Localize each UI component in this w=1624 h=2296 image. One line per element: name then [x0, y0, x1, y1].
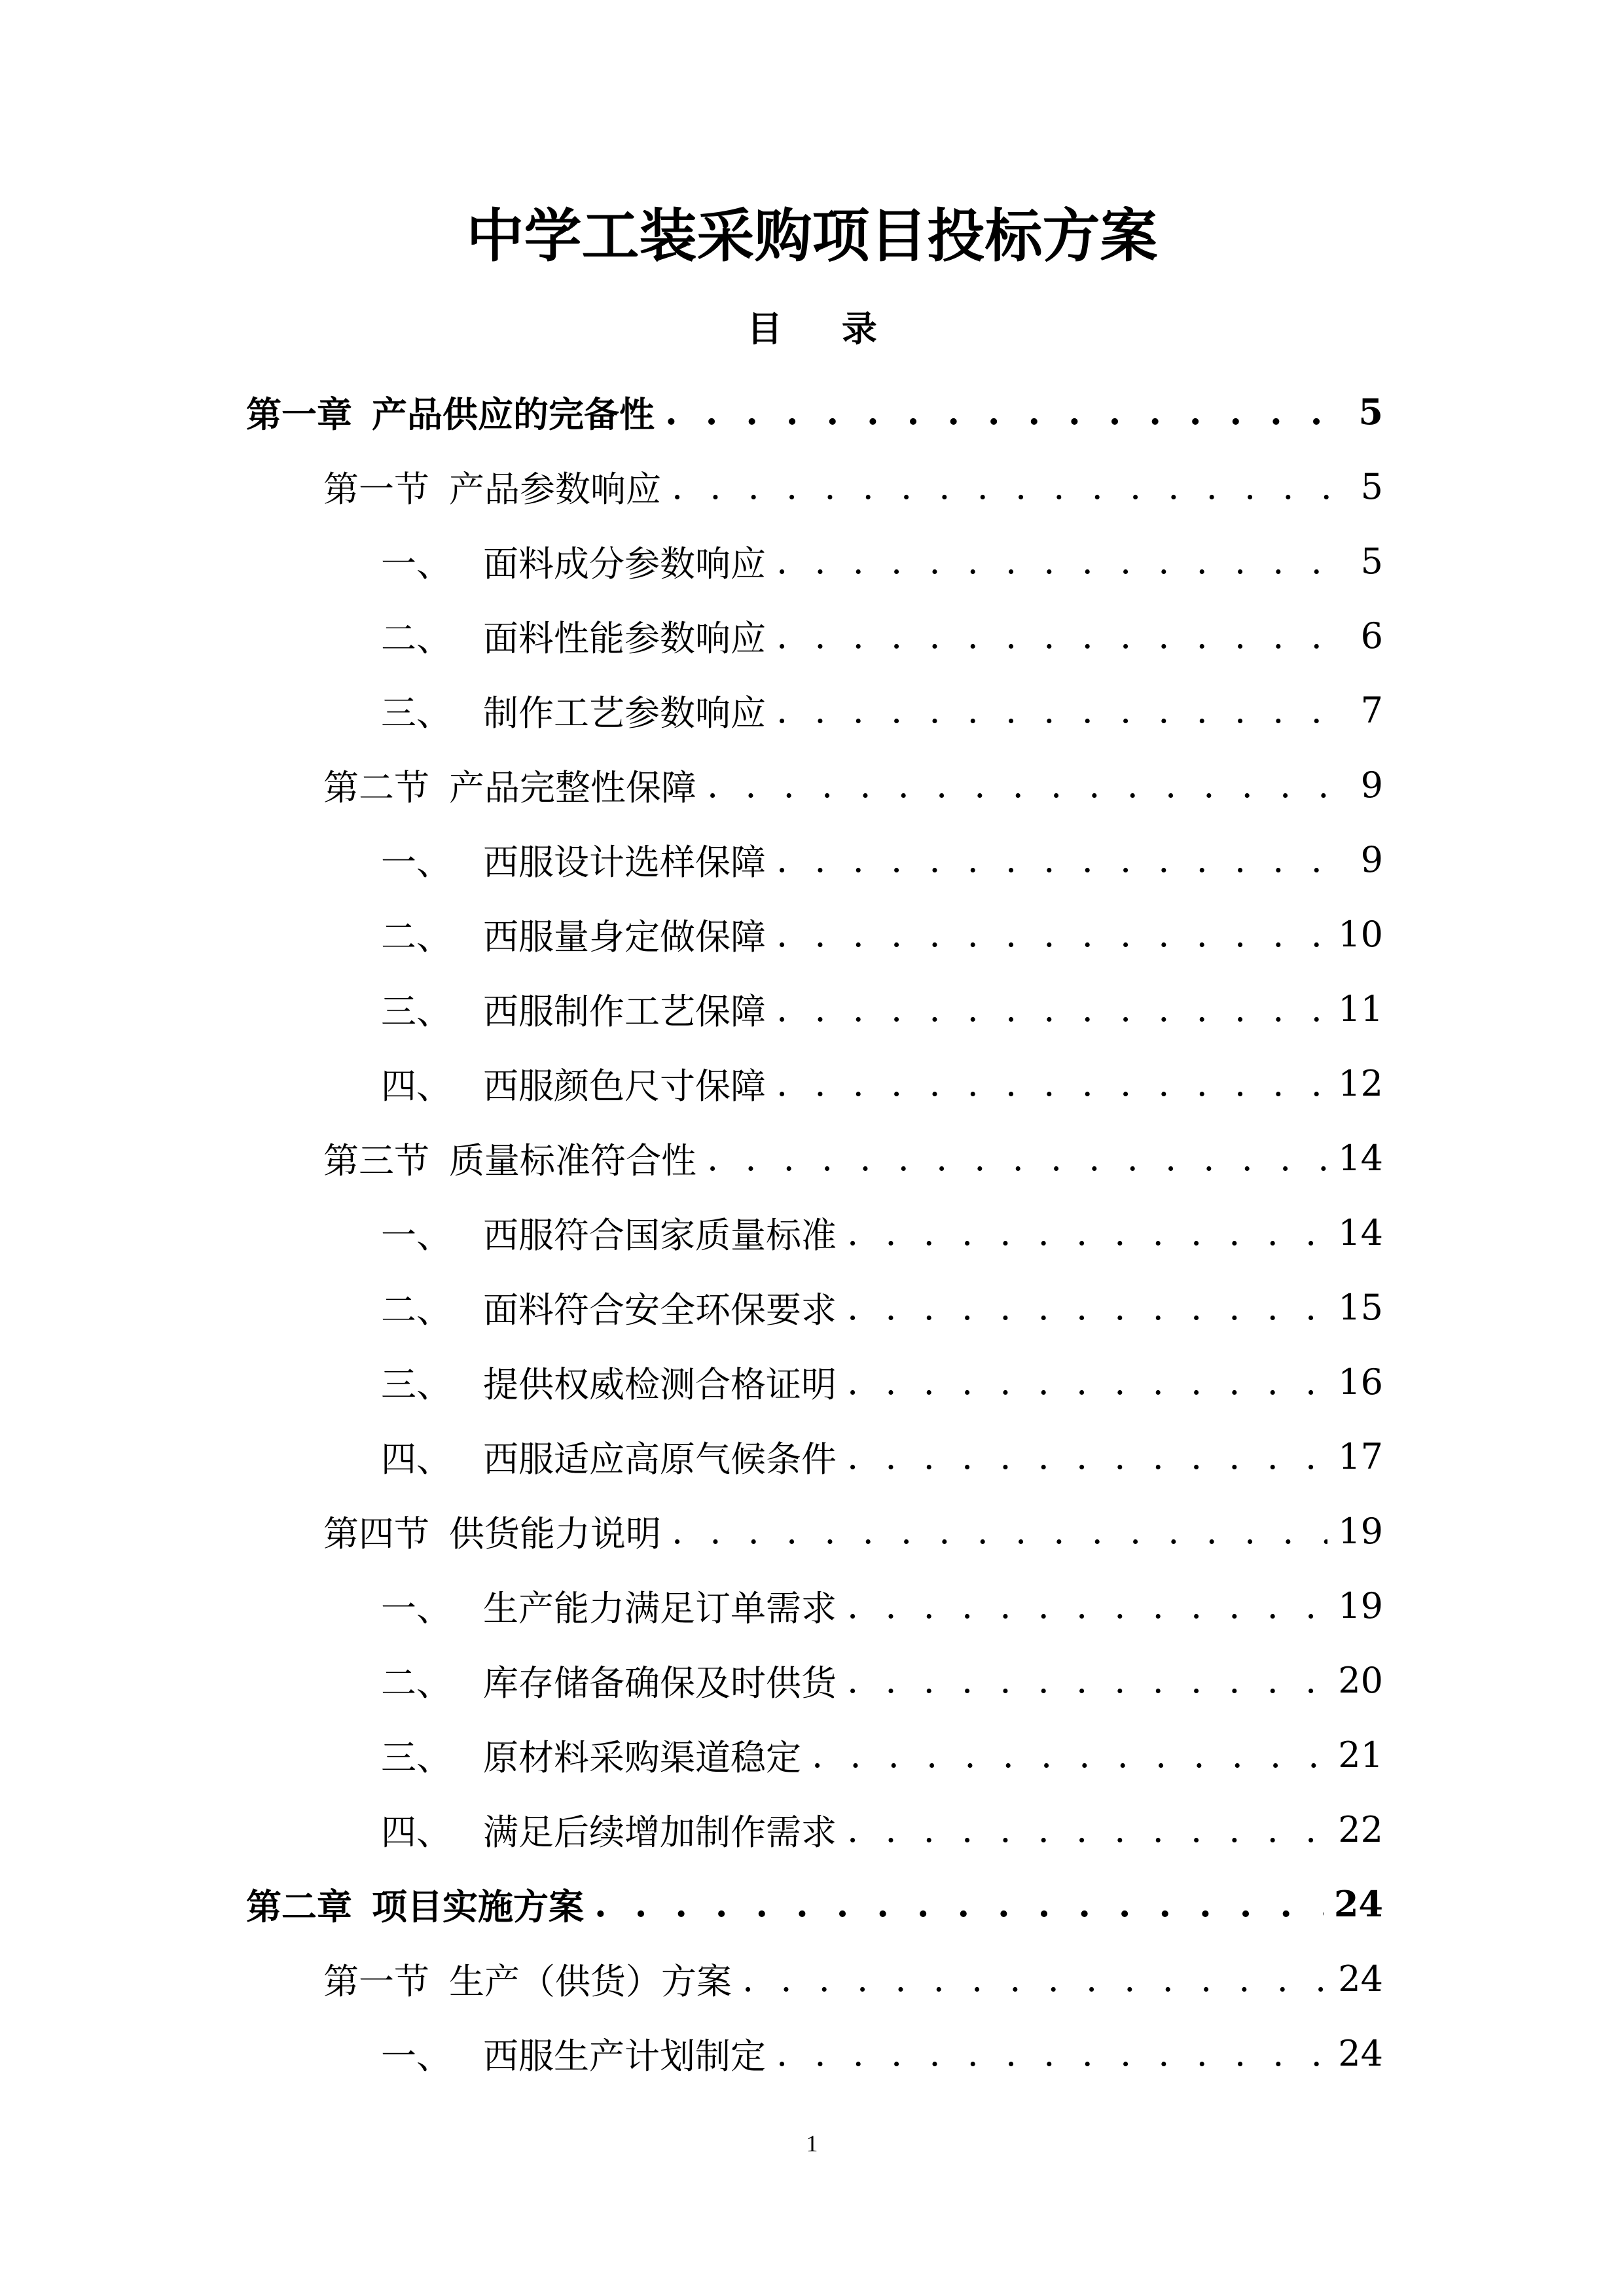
toc-entry-item[interactable]	[0, 2016, 1624, 2090]
toc-dot-leader	[776, 914, 1327, 955]
toc-entry-prefix: 一、	[381, 1214, 452, 1256]
toc-dot-leader	[847, 1585, 1327, 1626]
toc-dot-leader	[847, 1361, 1327, 1403]
toc-entry-text: 库存储备确保及时供货	[483, 1662, 837, 1704]
toc-entry-prefix: 二、	[381, 1289, 452, 1331]
toc-entry-item[interactable]	[0, 1270, 1624, 1344]
table-of-contents	[0, 374, 1624, 2090]
toc-dot-leader	[672, 466, 1350, 507]
toc-entry-item[interactable]	[0, 1717, 1624, 1792]
toc-dot-leader	[707, 1138, 1327, 1179]
toc-entry-label	[323, 461, 661, 512]
toc-entry-text: 产品供应的完备性	[372, 393, 655, 435]
toc-entry-text: 提供权威检测合格证明	[483, 1363, 837, 1405]
toc-entry-prefix: 二、	[381, 916, 452, 958]
toc-entry-label	[381, 1431, 837, 1482]
toc-entry-prefix: 一、	[381, 543, 452, 584]
toc-entry-page: 22	[1338, 1808, 1383, 1850]
toc-entry-page: 12	[1338, 1062, 1383, 1104]
toc-entry-item[interactable]	[0, 598, 1624, 673]
toc-entry-label	[381, 1655, 837, 1706]
toc-entry-page: 6	[1360, 615, 1383, 656]
toc-entry-text: 面料符合安全环保要求	[483, 1289, 837, 1331]
toc-entry-text: 质量标准符合性	[449, 1139, 696, 1181]
toc-entry-text: 面料性能参数响应	[483, 617, 766, 659]
toc-entry-prefix: 三、	[381, 990, 452, 1032]
toc-entry-text: 产品参数响应	[449, 468, 661, 510]
toc-entry-label	[323, 760, 696, 810]
toc-entry-label	[381, 536, 766, 586]
page-number: 1	[806, 2130, 818, 2157]
toc-entry-label	[381, 984, 766, 1034]
toc-entry-prefix: 第四节	[323, 1513, 429, 1554]
document-title: 中学工装采购项目投标方案	[466, 202, 1158, 270]
toc-entry-label	[381, 1581, 837, 1631]
toc-entry-page: 7	[1360, 689, 1383, 731]
toc-entry-page: 16	[1338, 1361, 1383, 1403]
toc-entry-page: 5	[1360, 465, 1383, 507]
toc-entry-text: 西服制作工艺保障	[483, 990, 766, 1032]
toc-entry-chapter-2[interactable]	[0, 1867, 1624, 1941]
toc-entry-item[interactable]	[0, 1568, 1624, 1643]
toc-entry-text: 西服颜色尺寸保障	[483, 1065, 766, 1107]
toc-dot-leader	[776, 541, 1350, 582]
toc-entry-prefix: 一、	[381, 1587, 452, 1629]
toc-entry-prefix: 一、	[381, 841, 452, 883]
toc-entry-page: 15	[1338, 1286, 1383, 1328]
toc-entry-label	[381, 834, 766, 885]
toc-entry-prefix: 三、	[381, 1736, 452, 1778]
toc-entry-label	[323, 1506, 661, 1556]
toc-dot-leader	[812, 1734, 1327, 1776]
toc-entry-text: 制作工艺参数响应	[483, 692, 766, 734]
toc-dot-leader	[847, 1212, 1327, 1253]
toc-dot-leader	[847, 1436, 1327, 1477]
toc-entry-prefix: 四、	[381, 1065, 452, 1107]
toc-entry-prefix: 二、	[381, 1662, 452, 1704]
toc-entry-section[interactable]	[0, 1941, 1624, 2016]
toc-entry-text: 供货能力说明	[449, 1513, 661, 1554]
toc-entry-item[interactable]	[0, 1792, 1624, 1867]
toc-entry-item[interactable]	[0, 971, 1624, 1046]
toc-entry-item[interactable]	[0, 822, 1624, 897]
toc-entry-item[interactable]	[0, 1344, 1624, 1419]
toc-dot-leader	[742, 1958, 1327, 2000]
toc-entry-prefix: 一、	[381, 2035, 452, 2077]
toc-entry-section[interactable]	[0, 747, 1624, 822]
toc-entry-page: 5	[1360, 540, 1383, 582]
toc-entry-label	[381, 685, 766, 736]
toc-entry-page: 9	[1360, 838, 1383, 880]
toc-entry-label	[381, 909, 766, 960]
toc-entry-item[interactable]	[0, 897, 1624, 971]
toc-entry-item[interactable]	[0, 1419, 1624, 1494]
toc-entry-label	[381, 2028, 766, 2079]
toc-entry-label	[381, 611, 766, 661]
toc-entry-page: 14	[1338, 1137, 1383, 1179]
toc-dot-leader	[707, 764, 1350, 806]
toc-entry-item[interactable]	[0, 1195, 1624, 1270]
toc-entry-prefix: 二、	[381, 617, 452, 659]
toc-entry-prefix: 第一节	[323, 468, 429, 510]
toc-dot-leader	[665, 391, 1348, 433]
toc-dot-leader	[776, 690, 1350, 731]
toc-entry-page: 21	[1338, 1734, 1383, 1776]
toc-entry-prefix: 第一章	[246, 393, 352, 435]
toc-dot-leader	[776, 839, 1350, 880]
toc-entry-page: 20	[1338, 1659, 1383, 1701]
toc-entry-prefix: 第二节	[323, 766, 429, 808]
toc-entry-text: 西服符合国家质量标准	[483, 1214, 837, 1256]
toc-entry-text: 满足后续增加制作需求	[483, 1811, 837, 1853]
toc-entry-text: 生产（供货）方案	[449, 1960, 732, 2002]
toc-entry-text: 生产能力满足订单需求	[483, 1587, 837, 1629]
toc-entry-text: 西服设计选样保障	[483, 841, 766, 883]
toc-entry-text: 项目实施方案	[372, 1885, 584, 1928]
toc-entry-text: 面料成分参数响应	[483, 543, 766, 584]
toc-entry-item[interactable]	[0, 1643, 1624, 1717]
toc-entry-label	[246, 1879, 584, 1929]
toc-entry-item[interactable]	[0, 1046, 1624, 1121]
toc-dot-leader	[847, 1660, 1327, 1701]
toc-dot-leader	[776, 1063, 1327, 1104]
toc-entry-page: 9	[1360, 764, 1383, 806]
toc-entry-page: 11	[1338, 988, 1383, 1030]
toc-entry-section[interactable]	[0, 449, 1624, 524]
toc-entry-text: 原材料采购渠道稳定	[483, 1736, 801, 1778]
toc-entry-section[interactable]	[0, 1494, 1624, 1568]
toc-entry-text: 西服适应高原气候条件	[483, 1438, 837, 1480]
toc-dot-leader	[594, 1883, 1324, 1925]
toc-entry-item[interactable]	[0, 673, 1624, 747]
toc-entry-prefix: 三、	[381, 692, 452, 734]
toc-dot-leader	[776, 988, 1327, 1030]
toc-entry-prefix: 四、	[381, 1811, 452, 1853]
toc-entry-page: 5	[1358, 391, 1383, 433]
toc-dot-leader	[776, 615, 1350, 656]
toc-entry-prefix: 第一节	[323, 1960, 429, 2002]
toc-entry-prefix: 三、	[381, 1363, 452, 1405]
toc-entry-chapter-1[interactable]	[0, 374, 1624, 449]
toc-entry-page: 24	[1338, 1958, 1383, 2000]
toc-entry-page: 10	[1338, 913, 1383, 955]
toc-entry-label	[381, 1208, 837, 1258]
toc-entry-prefix: 第三节	[323, 1139, 429, 1181]
toc-entry-page: 24	[1333, 1883, 1383, 1925]
toc-entry-label	[381, 1357, 837, 1407]
toc-entry-label	[381, 1058, 766, 1109]
toc-entry-page: 17	[1338, 1435, 1383, 1477]
toc-dot-leader	[672, 1511, 1327, 1552]
toc-heading: 目 录	[747, 308, 901, 350]
toc-entry-page: 19	[1338, 1585, 1383, 1626]
toc-dot-leader	[847, 1809, 1327, 1850]
toc-entry-item[interactable]	[0, 524, 1624, 598]
toc-entry-page: 19	[1338, 1510, 1383, 1552]
toc-entry-label	[381, 1804, 837, 1855]
toc-entry-section[interactable]	[0, 1121, 1624, 1195]
toc-entry-label	[381, 1282, 837, 1333]
toc-entry-label	[323, 1133, 696, 1183]
toc-entry-label	[323, 1954, 732, 2004]
toc-entry-page: 14	[1338, 1211, 1383, 1253]
toc-entry-label	[246, 387, 655, 437]
toc-entry-text: 西服量身定做保障	[483, 916, 766, 958]
toc-entry-page: 24	[1338, 2032, 1383, 2074]
toc-entry-text: 西服生产计划制定	[483, 2035, 766, 2077]
toc-entry-prefix: 四、	[381, 1438, 452, 1480]
toc-dot-leader	[847, 1287, 1327, 1328]
toc-entry-text: 产品完整性保障	[449, 766, 696, 808]
toc-dot-leader	[776, 2033, 1327, 2074]
toc-entry-label	[381, 1730, 801, 1780]
toc-entry-prefix: 第二章	[246, 1885, 352, 1928]
